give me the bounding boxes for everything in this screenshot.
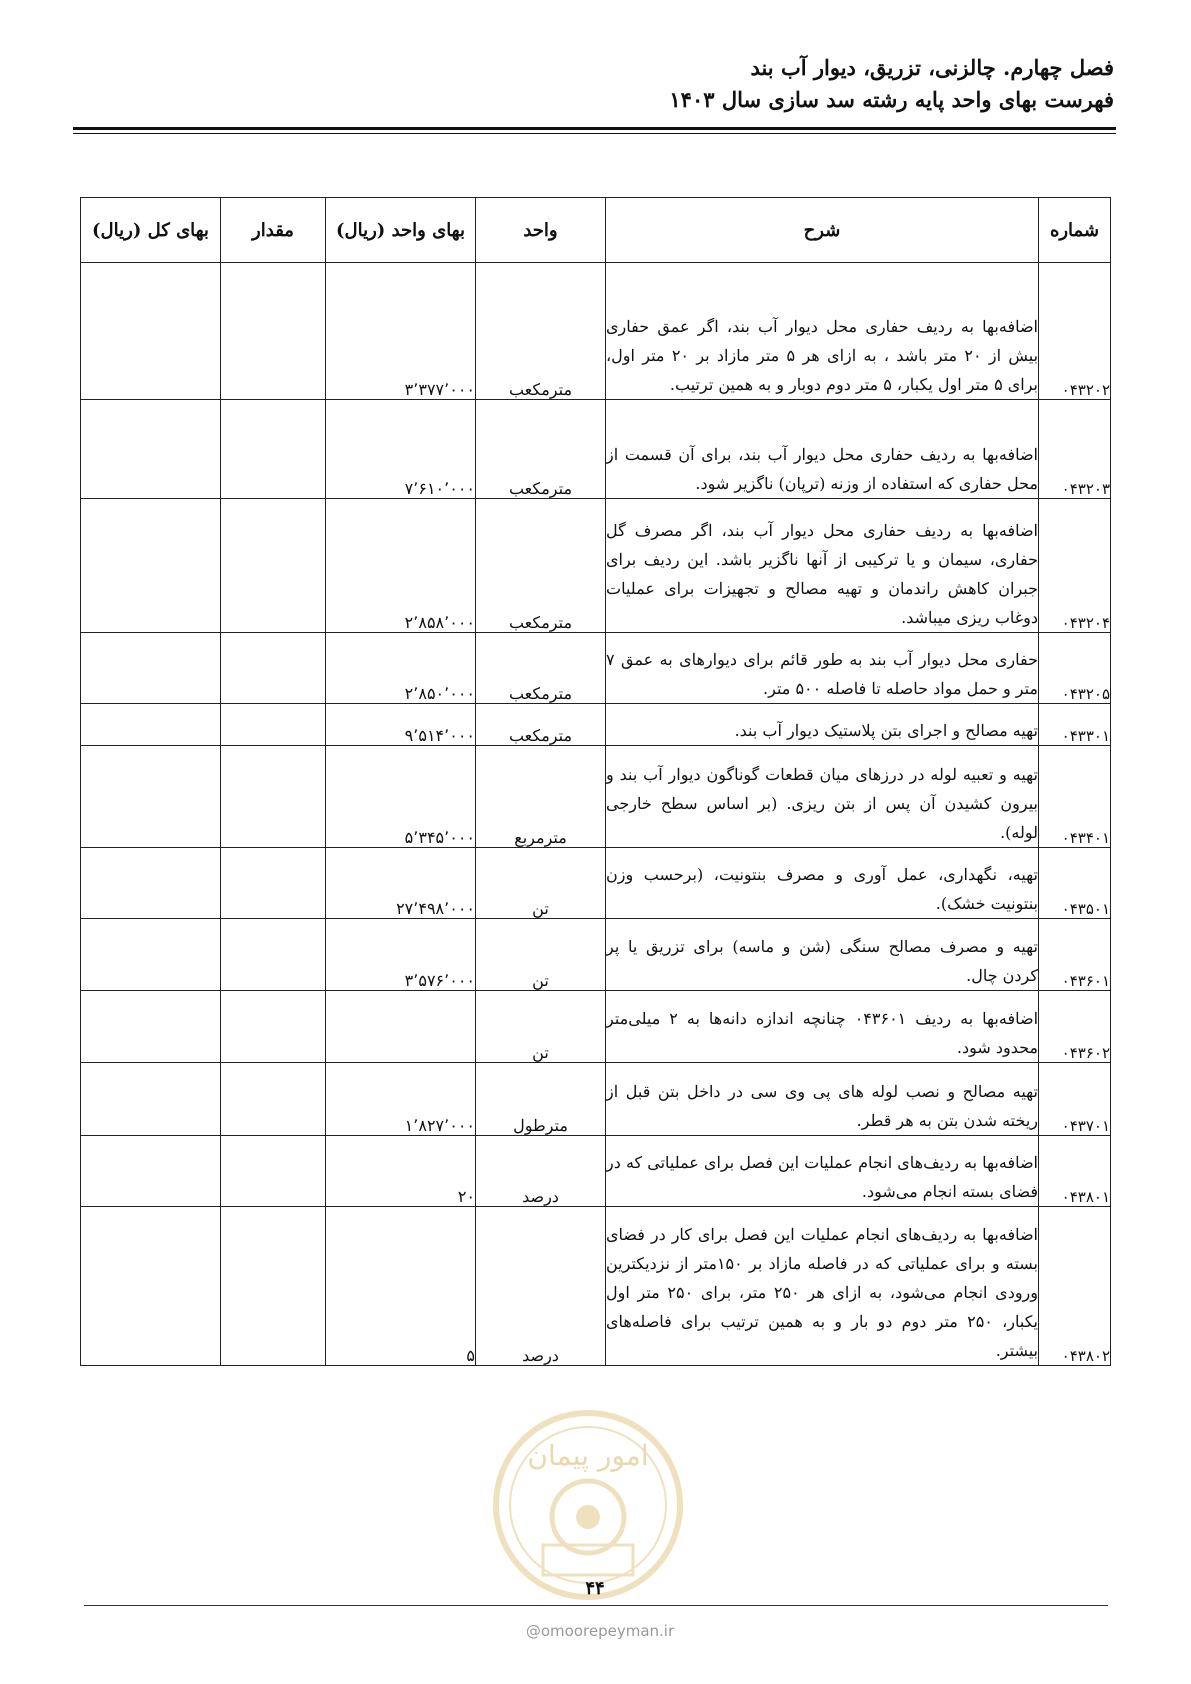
header-quantity: مقدار [221, 198, 326, 263]
row-unit: تن [476, 991, 606, 1063]
row-code: ۰۴۳۸۰۱ [1039, 1136, 1111, 1207]
table-row [81, 704, 1111, 746]
row-unit-price [326, 704, 476, 746]
row-unit: مترمربع [476, 746, 606, 848]
page-number: ۴۴ [585, 1578, 605, 1599]
table-row [81, 400, 1111, 499]
row-total-price [81, 633, 221, 704]
row-quantity [221, 1136, 326, 1207]
row-quantity [221, 746, 326, 848]
row-unit-price-value: ۲۰ [457, 1187, 475, 1206]
row-unit-price-value: ۵٬۳۴۵٬۰۰۰ [404, 828, 475, 847]
stamp-text: امور پیمان [527, 1439, 649, 1472]
row-unit: مترمکعب [476, 704, 606, 746]
row-unit-price [326, 848, 476, 919]
row-unit-price-value: ۲٬۸۵۰٬۰۰۰ [404, 684, 475, 703]
row-total-price [81, 400, 221, 499]
row-unit-price [326, 1063, 476, 1136]
row-total-price [81, 991, 221, 1063]
row-description: حفاری محل دیوار آب بند به طور قائم برای دیوارهای به عمق ۷ متر و حمل مواد حاصله تا فاصله ۵۰۰ متر. [606, 633, 1039, 704]
row-unit: مترمکعب [476, 499, 606, 633]
chapter-title: فصل چهارم. چالزنی، تزریق، دیوار آب بند [750, 55, 1114, 80]
row-code: ۰۴۳۵۰۱ [1039, 848, 1111, 919]
footer-rule [84, 1605, 1108, 1606]
publisher-stamp-watermark [488, 1405, 688, 1605]
row-quantity [221, 919, 326, 991]
row-unit: درصد [476, 1207, 606, 1366]
row-description: تهیه مصالح و اجرای بتن پلاستیک دیوار آب بند. [606, 704, 1039, 746]
row-quantity [221, 1207, 326, 1366]
row-code: ۰۴۳۲۰۳ [1039, 400, 1111, 499]
row-quantity [221, 991, 326, 1063]
row-code: ۰۴۳۴۰۱ [1039, 746, 1111, 848]
row-unit-price [326, 1136, 476, 1207]
row-description: اضافه‌بها به ردیف‌های انجام عملیات این فصل برای عملیاتی که در فضای بسته انجام می‌شود. [606, 1136, 1039, 1207]
table-row [81, 263, 1111, 400]
website-watermark: @omoorepeyman.ir [525, 1622, 675, 1640]
row-description: اضافه‌بها به ردیف حفاری محل دیوار آب بند، اگر عمق حفاری بیش از ۲۰ متر باشد ، به ازای هر ۵ متر مازاد بر ۲۰ متر اول، برای ۵ متر اول یکبار، ۵ متر دوم دوبار و به همین ترتیب. [606, 263, 1039, 400]
row-quantity [221, 263, 326, 400]
header-unit: واحد [476, 198, 606, 263]
row-code: ۰۴۳۸۰۲ [1039, 1207, 1111, 1366]
row-total-price [81, 1207, 221, 1366]
row-unit-price [326, 1207, 476, 1366]
table-row [81, 633, 1111, 704]
row-code: ۰۴۳۲۰۲ [1039, 263, 1111, 400]
header-rule-thin [73, 133, 1116, 134]
price-list-title: فهرست بهای واحد پایه رشته سد سازی سال ۱۴۰۳ [669, 87, 1114, 112]
row-unit: مترمکعب [476, 263, 606, 400]
row-total-price [81, 1136, 221, 1207]
row-total-price [81, 848, 221, 919]
table-row [81, 1136, 1111, 1207]
row-description: اضافه‌بها به ردیف ۰۴۳۶۰۱ چنانچه اندازه دانه‌ها به ۲ میلی‌متر محدود شود. [606, 991, 1039, 1063]
header-code: شماره [1039, 198, 1111, 263]
row-total-price [81, 499, 221, 633]
row-quantity [221, 499, 326, 633]
row-unit-price [326, 919, 476, 991]
row-unit-price-value: ۵ [466, 1346, 475, 1365]
row-unit: مترطول [476, 1063, 606, 1136]
row-code: ۰۴۳۷۰۱ [1039, 1063, 1111, 1136]
row-description: تهیه مصالح و نصب لوله های پی وی سی در داخل بتن قبل از ریخته شدن بتن به هر قطر. [606, 1063, 1039, 1136]
row-code: ۰۴۳۳۰۱ [1039, 704, 1111, 746]
row-unit-price [326, 991, 476, 1063]
table-header-row [81, 198, 1111, 263]
row-unit-price-value: ۹٬۵۱۴٬۰۰۰ [404, 726, 475, 745]
table-row [81, 746, 1111, 848]
table-row [81, 1063, 1111, 1136]
row-unit-price-value: ۲٬۸۵۸٬۰۰۰ [404, 613, 475, 632]
row-unit-price-value: ۳٬۵۷۶٬۰۰۰ [404, 971, 475, 990]
row-unit-price [326, 263, 476, 400]
row-description: اضافه‌بها به ردیف حفاری محل دیوار آب بند، برای آن قسمت از محل حفاری که استفاده از وزنه (ترپان) ناگزیر شود. [606, 400, 1039, 499]
row-unit-price [326, 400, 476, 499]
header-unit-price: بهای واحد (ریال) [326, 198, 476, 263]
row-total-price [81, 263, 221, 400]
row-code: ۰۴۳۶۰۱ [1039, 919, 1111, 991]
row-unit-price-value: ۲۷٬۴۹۸٬۰۰۰ [396, 899, 475, 918]
row-unit-price [326, 746, 476, 848]
row-unit-price-value: ۷٬۶۱۰٬۰۰۰ [404, 479, 475, 498]
row-unit-price [326, 633, 476, 704]
row-total-price [81, 746, 221, 848]
row-quantity [221, 704, 326, 746]
row-unit-price [326, 499, 476, 633]
table-row [81, 919, 1111, 991]
table-row [81, 1207, 1111, 1366]
row-unit: مترمکعب [476, 633, 606, 704]
row-quantity [221, 1063, 326, 1136]
header-total-price: بهای کل (ریال) [81, 198, 221, 263]
row-unit-price-value: ۳٬۳۷۷٬۰۰۰ [404, 380, 475, 399]
table-row [81, 991, 1111, 1063]
row-unit-price-value: ۱٬۸۲۷٬۰۰۰ [404, 1116, 475, 1135]
row-total-price [81, 1063, 221, 1136]
header-description: شرح [606, 198, 1039, 263]
row-description: تهیه و مصرف مصالح سنگی (شن و ماسه) برای تزریق یا پر کردن چال. [606, 919, 1039, 991]
table-row [81, 848, 1111, 919]
row-total-price [81, 919, 221, 991]
row-unit: تن [476, 919, 606, 991]
page-header [74, 52, 1114, 116]
row-total-price [81, 704, 221, 746]
price-table [80, 197, 1111, 1366]
row-quantity [221, 848, 326, 919]
row-unit: مترمکعب [476, 400, 606, 499]
row-code: ۰۴۳۲۰۵ [1039, 633, 1111, 704]
row-code: ۰۴۳۶۰۲ [1039, 991, 1111, 1063]
row-unit: تن [476, 848, 606, 919]
row-description: تهیه و تعبیه لوله در درزهای میان قطعات گوناگون دیوار آب بند و بیرون کشیدن آن پس از بتن ریزی. (بر اساس سطح خارجی لوله). [606, 746, 1039, 848]
row-quantity [221, 400, 326, 499]
row-description: اضافه‌بها به ردیف‌های انجام عملیات این فصل برای کار در فضای بسته و برای عملیاتی که در فاصله مازاد بر ۱۵۰متر از نزدیکترین ورودی انجام می‌شود، به ازای هر ۲۵۰ متر، برای ۲۵۰ متر اول یکبار، ۲۵۰ متر دوم دو بار و به همین ترتیب برای فاصله‌های بیشتر. [606, 1207, 1039, 1366]
row-quantity [221, 633, 326, 704]
header-rule-thick [73, 127, 1116, 130]
row-code: ۰۴۳۲۰۴ [1039, 499, 1111, 633]
table-row [81, 499, 1111, 633]
row-description: اضافه‌بها به ردیف حفاری محل دیوار آب بند، اگر مصرف گل حفاری، سیمان و یا ترکیبی از آنها ناگزیر باشد. این ردیف برای جبران کاهش راندمان و تهیه مصالح و تجهیزات برای عملیات دوغاب ریزی میباشد. [606, 499, 1039, 633]
row-description: تهیه، نگهداری، عمل آوری و مصرف بنتونیت، (برحسب وزن بنتونیت خشک). [606, 848, 1039, 919]
row-unit: درصد [476, 1136, 606, 1207]
